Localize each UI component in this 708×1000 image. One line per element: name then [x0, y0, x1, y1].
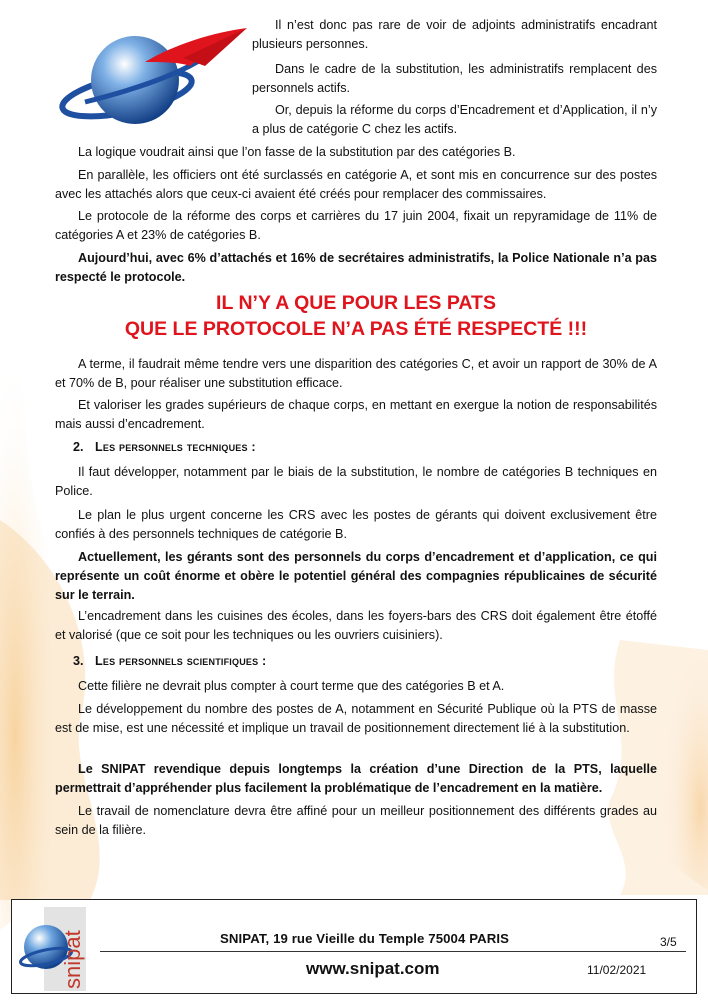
- page-number: 3/5: [660, 935, 677, 949]
- headline-line-1: IL N’Y A QUE POUR LES PATS: [216, 292, 496, 314]
- paragraph: Il faut développer, notamment par le biais de la substitution, le nombre de catégories B techniques en Police.: [55, 465, 657, 498]
- section-heading-scientifiques: [73, 652, 266, 671]
- paragraph-emphasis: Actuellement, les gérants sont des personnels du corps d’encadrement et d’application, ce qui représente un coût énorme et obère le potentiel général des compagnies républicaines de sécurité sur le terrain.: [55, 550, 657, 602]
- paragraph: A terme, il faudrait même tendre vers une disparition des catégories C, et avoir un rapport de 30% de A et 70% de B, pour réaliser une substitution efficace.: [55, 357, 657, 390]
- footer-website-link[interactable]: www.snipat.com: [306, 959, 440, 978]
- paragraph: La logique voudrait ainsi que l’on fasse de la substitution par des catégories B.: [78, 145, 516, 159]
- paragraph: Le travail de nomenclature devra être affiné pour un meilleur positionnement des différents grades au sein de la filière.: [55, 804, 657, 837]
- paragraph: En parallèle, les officiers ont été surclassés en catégorie A, et sont mis en concurrence sur des postes avec les attachés alors que ceux-ci avaient été créés pour remplacer des commissaires.: [55, 168, 657, 201]
- paragraph: Le protocole de la réforme des corps et carrières du 17 juin 2004, fixait un repyramidage de 11% de catégories A et 23% de catégories B.: [55, 209, 657, 242]
- paragraph: Et valoriser les grades supérieurs de chaque corps, en mettant en exergue la notion de responsabilités mais aussi d’encadrement.: [55, 398, 657, 431]
- footer-logo-text: snipat: [60, 930, 85, 989]
- footer-box: [11, 899, 697, 994]
- section-number: 3.: [73, 654, 84, 668]
- footer-snipat-logo: [18, 905, 88, 993]
- paragraph-emphasis: Le SNIPAT revendique depuis longtemps la création d’une Direction de la PTS, laquelle permettrait d’appréhender plus facilement la problématique de l’encadrement en la matière.: [55, 762, 657, 795]
- section-title: Les personnels techniques :: [95, 440, 256, 454]
- paragraph-emphasis: Aujourd’hui, avec 6% d’attachés et 16% de secrétaires administratifs, la Police Nationale n’a pas respecté le protocole.: [55, 251, 657, 284]
- headline-line-2: QUE LE PROTOCOLE N’A PAS ÉTÉ RESPECTÉ !!!: [124, 318, 588, 340]
- paragraph: L’encadrement dans les cuisines des écoles, dans les foyers-bars des CRS doit également être étoffé et valorisé (que ce soit pour les techniques ou les ouvriers cuisiniers).: [55, 609, 657, 642]
- footer-divider: [100, 951, 686, 952]
- paragraph: Il n’est donc pas rare de voir de adjoints administratifs encadrant plusieurs personnes.: [252, 18, 657, 51]
- section-heading-techniques: [73, 438, 256, 457]
- paragraph: Or, depuis la réforme du corps d’Encadrement et d’Application, il n’y a plus de catégorie C chez les actifs.: [252, 103, 657, 136]
- footer-address: SNIPAT, 19 rue Vieille du Temple 75004 PARIS: [220, 931, 510, 946]
- paragraph: Le plan le plus urgent concerne les CRS avec les postes de gérants qui doivent exclusivement être confiés à des personnels techniques de catégorie B.: [55, 508, 657, 541]
- document-date: 11/02/2021: [587, 963, 647, 977]
- paragraph: Dans le cadre de la substitution, les administratifs remplacent des personnels actifs.: [252, 62, 657, 95]
- paragraph: Le développement du nombre des postes de A, notamment en Sécurité Publique où la PTS de masse est de mise, est une nécessité et implique un travail de positionnement directement lié à la substitution.: [55, 702, 657, 735]
- section-title: Les personnels scientifiques :: [95, 654, 267, 668]
- snipat-globe-logo: [55, 22, 250, 134]
- section-number: 2.: [73, 440, 84, 454]
- paragraph: Cette filière ne devrait plus compter à court terme que des catégories B et A.: [78, 679, 505, 693]
